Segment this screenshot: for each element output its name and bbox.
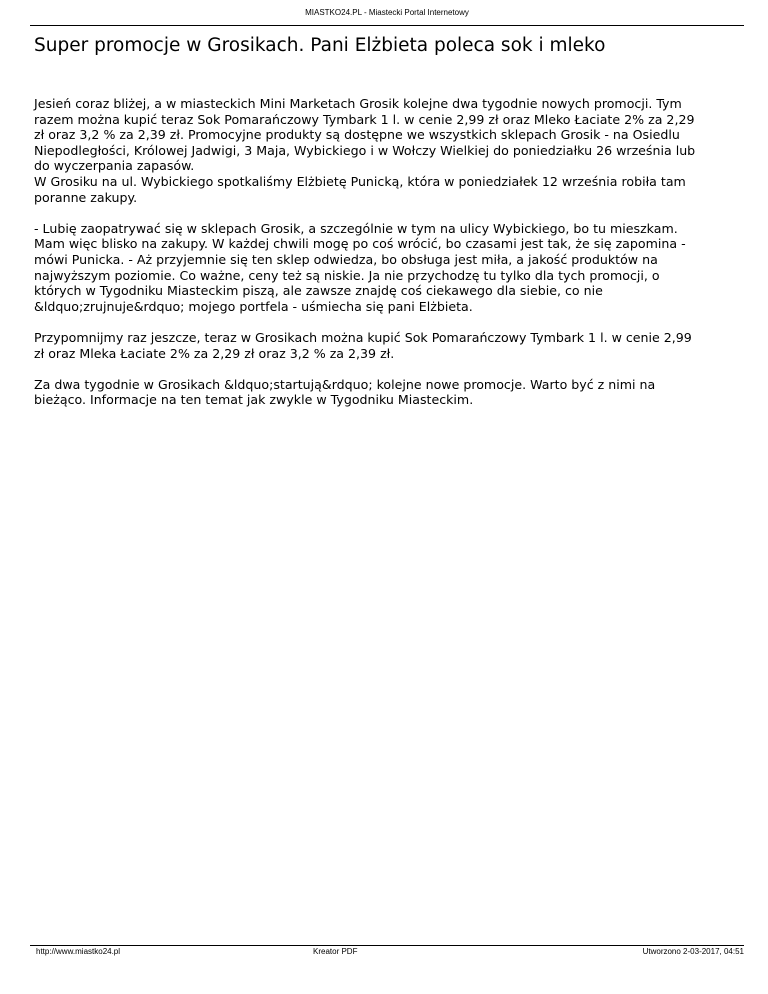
footer-url-link[interactable]: http://www.miastko24.pl — [36, 947, 121, 956]
text-line: zł oraz Mleka Łaciate 2% za 2,29 zł oraz 3,2 % za 2,39 zł. — [34, 345, 395, 361]
text-line: zł oraz 3,2 % za 2,39 zł. Promocyjne produkty są dostępne we wszystkich sklepach Grosik - na Osiedlu — [34, 127, 680, 143]
text-line: Przypomnijmy raz jeszcze, teraz w Grosikach można kupić Sok Pomarańczowy Tymbark 1 l. w cenie 2,99 — [34, 329, 692, 345]
text-line: których w Tygodniku Miasteckim piszą, ale zawsze znajdę coś ciekawego dla siebie, co nie — [34, 283, 603, 299]
article-title: Super promocje w Grosikach. Pani Elżbieta poleca sok i mleko — [34, 35, 606, 56]
text-line: Jesień coraz bliżej, a w miasteckich Mini Marketach Grosik kolejne dwa tygodnie nowych promocji. Tym — [34, 96, 682, 111]
text-line: Za dwa tygodnie w Grosikach &ldquo;startują&rdquo; kolejne nowe promocje. Warto być z nimi na — [34, 376, 656, 392]
footer-generator: Kreator PDF — [313, 947, 358, 956]
header-divider — [30, 25, 744, 26]
article-body — [34, 96, 732, 423]
text-line: najwyższym poziomie. Co ważne, ceny też są niskie. Ja nie przychodzę tu tylko dla tych promocji, o — [34, 267, 660, 283]
footer-divider — [30, 945, 744, 946]
text-line: mówi Punicka. - Aż przyjemnie się ten sklep odwiedza, bo obsługa jest miła, a jakość produktów na — [34, 251, 658, 267]
article-paragraph-2 — [34, 221, 732, 315]
text-line: &ldquo;zrujnuje&rdquo; mojego portfela - uśmiecha się pani Elżbieta. — [34, 298, 473, 314]
article-paragraph-1 — [34, 96, 732, 205]
text-line: Mam więc blisko na zakupy. W każdej chwili mogę po coś wrócić, bo czasami jest tak, że się zapomina - — [34, 236, 686, 252]
text-line: W Grosiku na ul. Wybickiego spotkaliśmy Elżbietę Punicką, która w poniedziałek 12 września robiła tam — [34, 173, 686, 189]
text-line: bieżąco. Informacje na ten temat jak zwykle w Tygodniku Miasteckim. — [34, 392, 474, 408]
text-line: poranne zakupy. — [34, 189, 138, 205]
footer-created-date: Utworzono 2-03-2017, 04:51 — [642, 947, 744, 956]
article-paragraph-3 — [34, 330, 732, 361]
page-header-site-name: MIASTKO24.PL - Miastecki Portal Internetowy — [305, 8, 469, 17]
article-paragraph-4 — [34, 377, 732, 408]
text-line: - Lubię zaopatrywać się w sklepach Grosik, a szczególnie w tym na ulicy Wybickiego, bo tu mieszkam. — [34, 220, 678, 236]
text-line: do wyczerpania zapasów. — [34, 158, 195, 174]
text-line: Niepodległości, Królowej Jadwigi, 3 Maja, Wybickiego i w Wołczy Wielkiej do poniedziałku 26 września lub — [34, 142, 696, 158]
text-line: razem można kupić teraz Sok Pomarańczowy Tymbark 1 l. w cenie 2,99 zł oraz Mleko Łaciate 2% za 2,29 — [34, 111, 695, 127]
